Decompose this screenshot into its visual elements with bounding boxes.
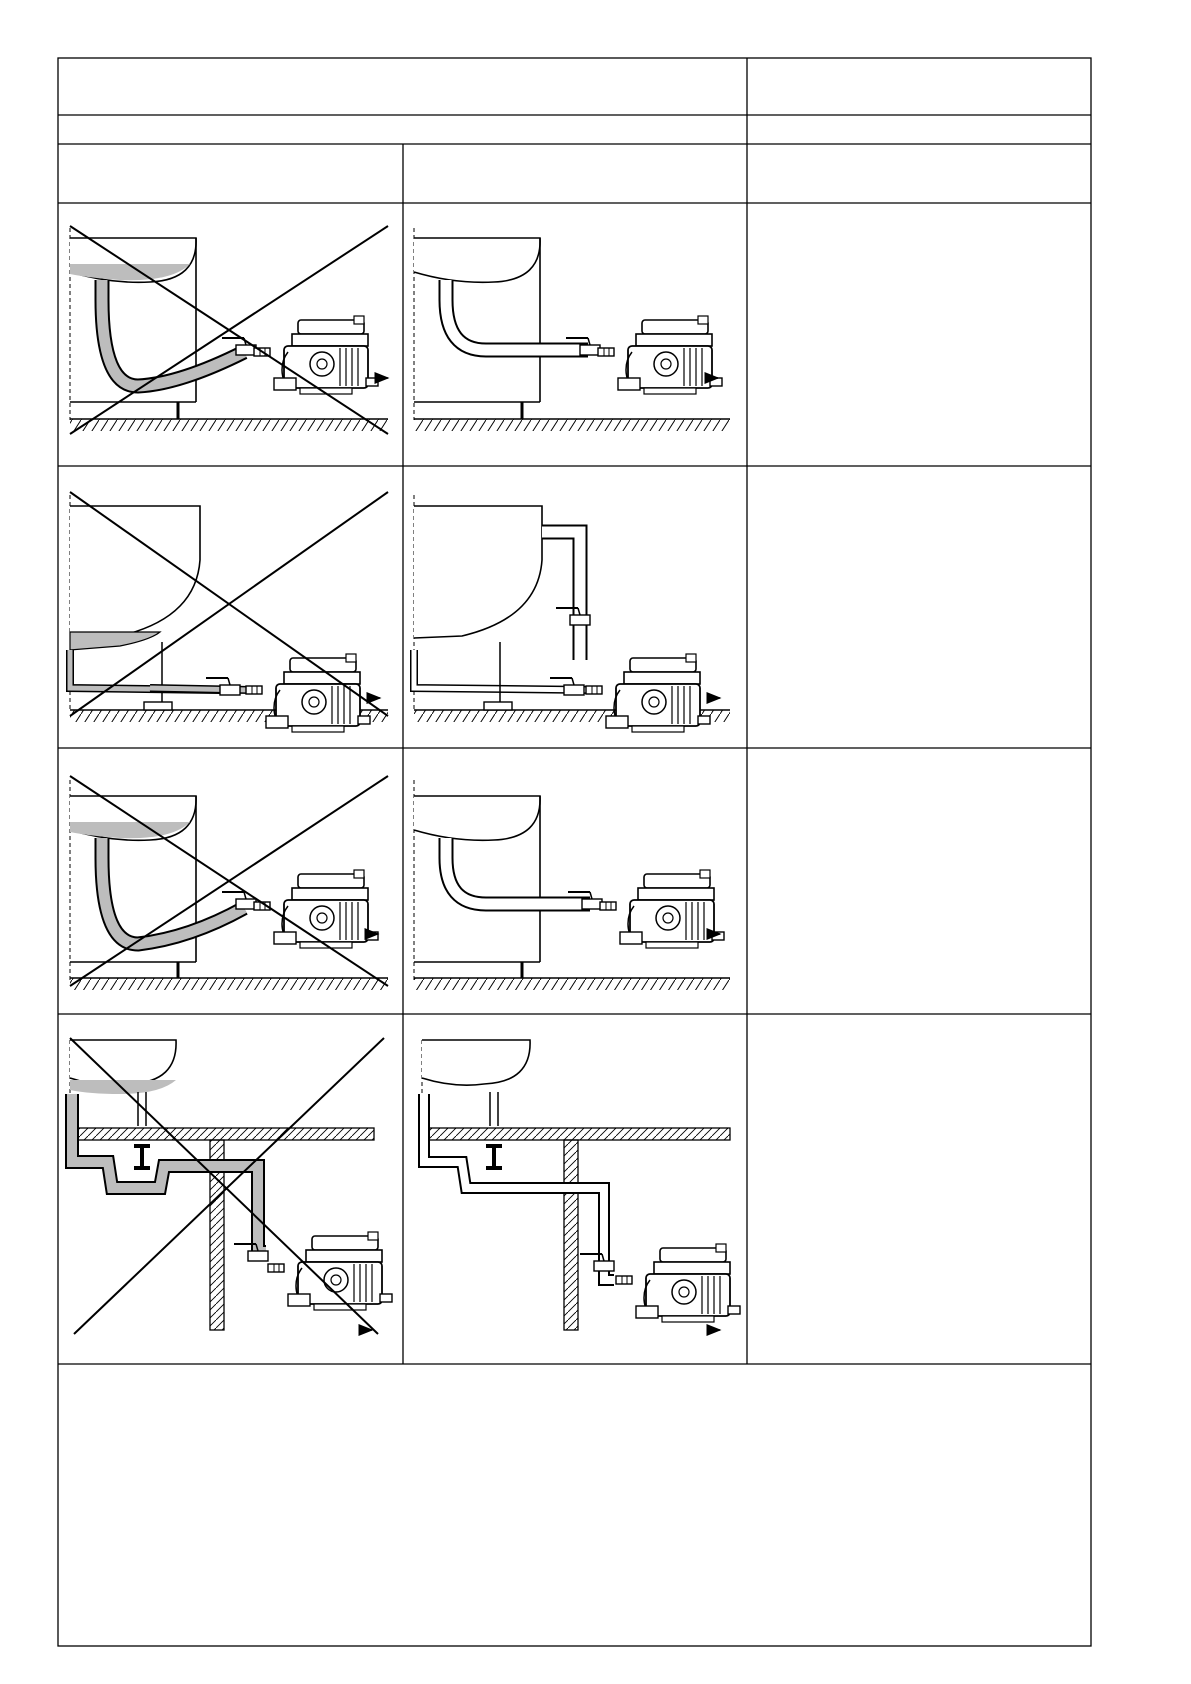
row2-right-illustration: [414, 495, 730, 732]
row4-right-illustration: [422, 1040, 740, 1330]
header-title: [70, 70, 730, 106]
row3-right-illustration: [414, 780, 730, 990]
row3-note: [760, 758, 1080, 1002]
row3-wrong-illustration: [70, 780, 388, 990]
row1-note: [760, 212, 1080, 452]
subheader-text: [70, 120, 730, 140]
column-header-notes: [760, 152, 1080, 196]
row2-note: [760, 476, 1080, 736]
subheader-right: [760, 120, 1080, 140]
column-header-wrong: [70, 152, 390, 196]
row1-right-illustration: [414, 228, 730, 431]
row2-wrong-illustration: [70, 495, 388, 732]
footer-text: [70, 1376, 1080, 1636]
row4-note: [760, 1024, 1080, 1352]
header-code: [760, 70, 1080, 106]
column-header-right: [414, 152, 734, 196]
